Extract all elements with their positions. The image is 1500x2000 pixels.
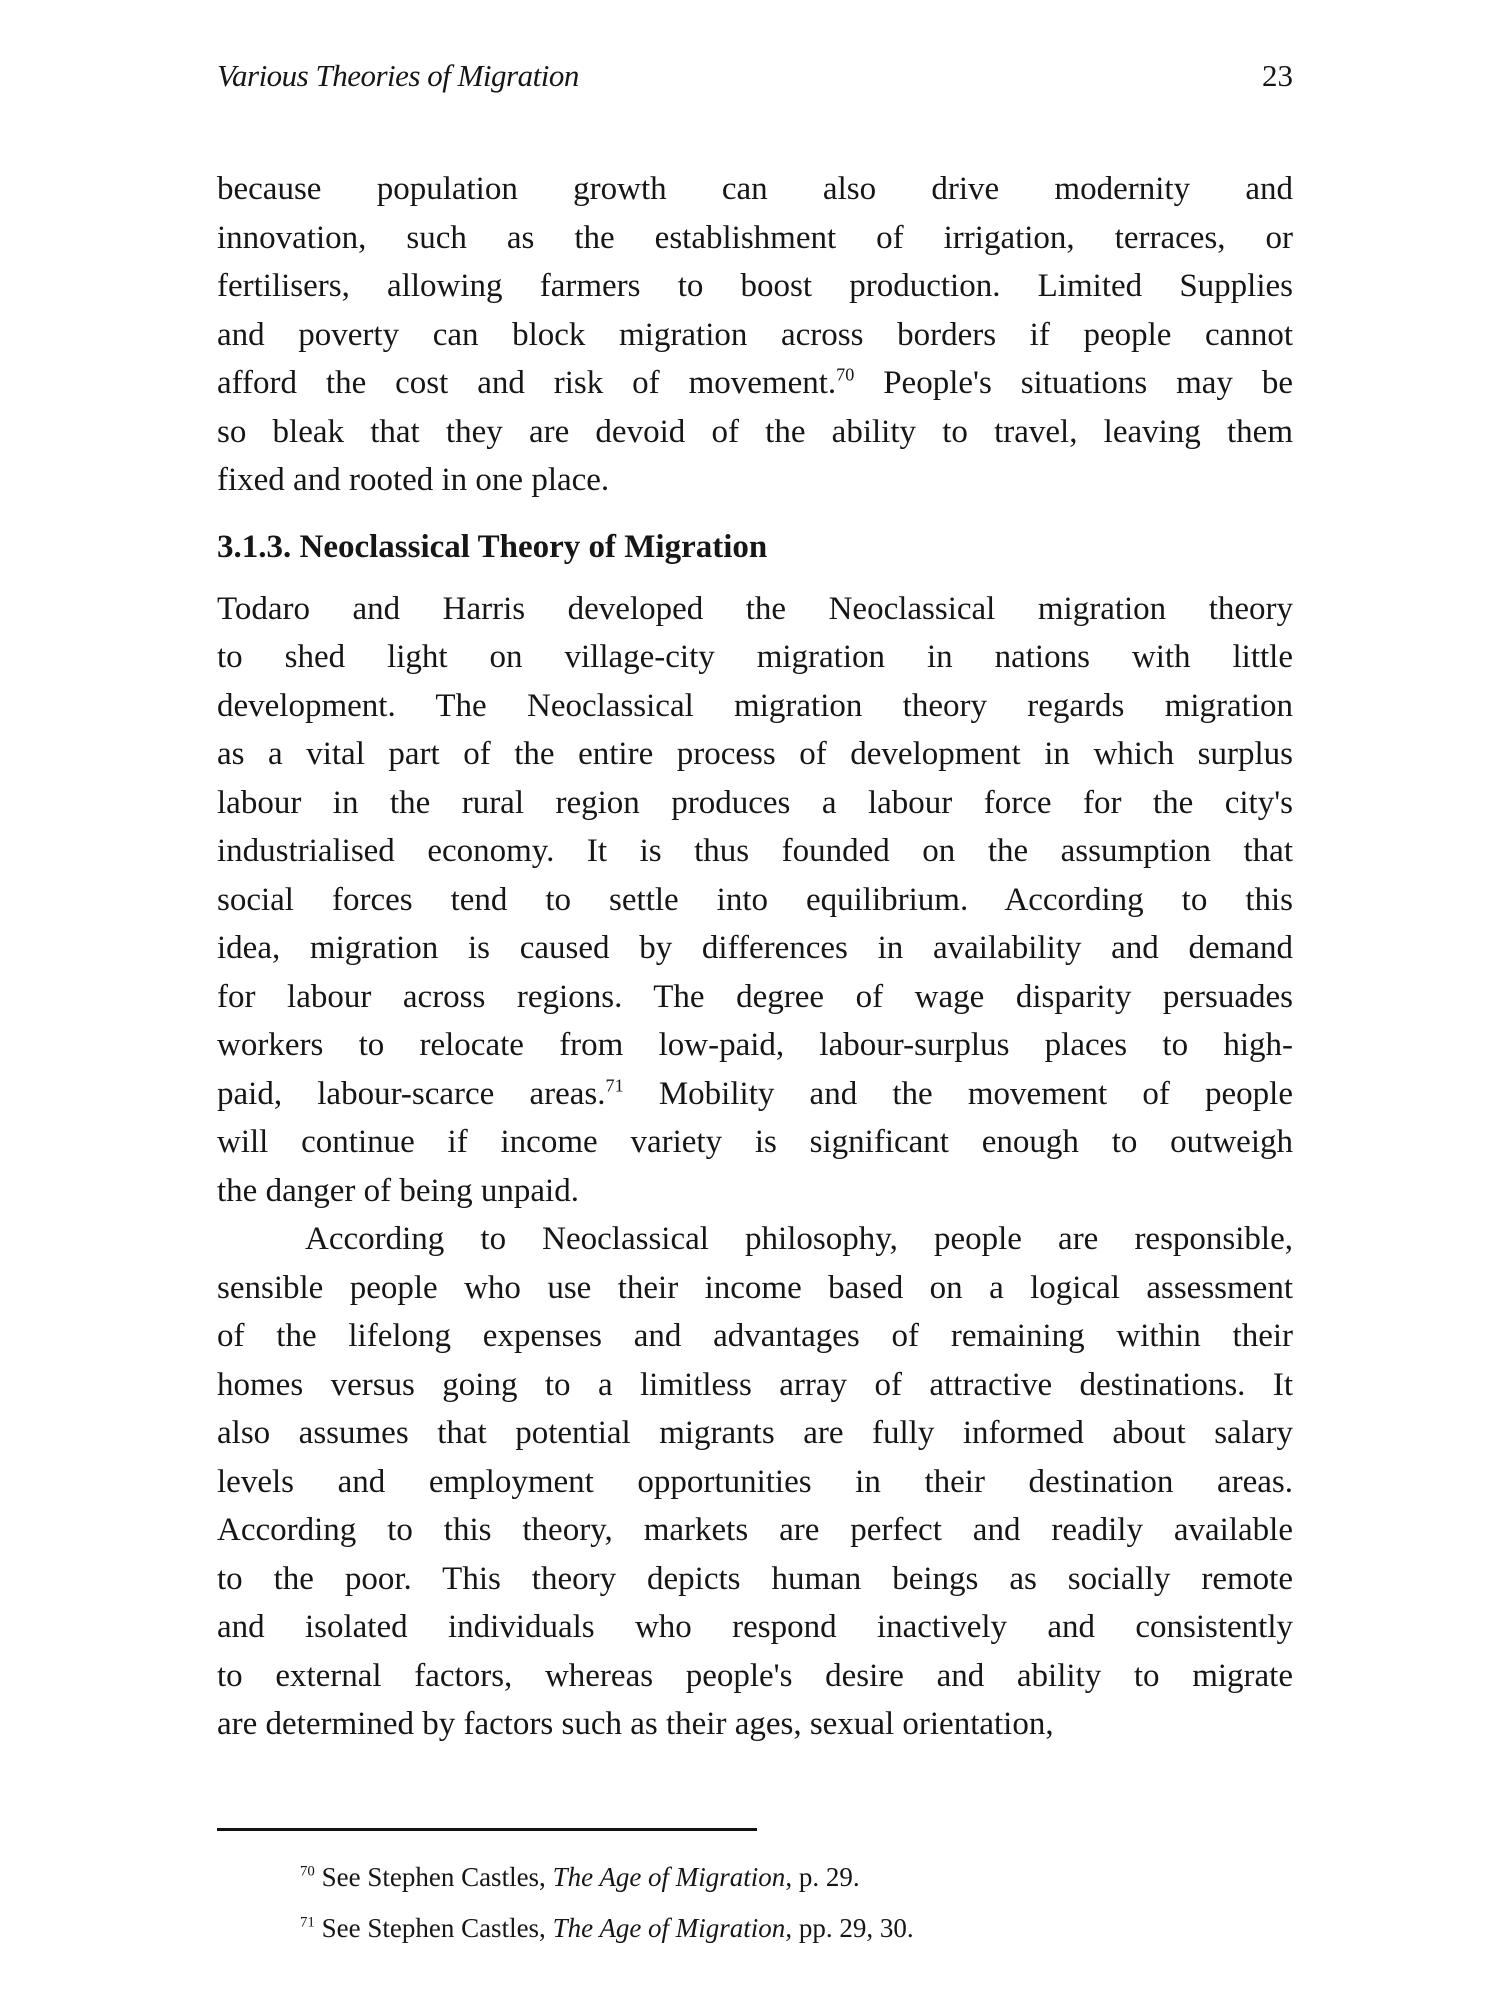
running-title: Various Theories of Migration — [217, 58, 579, 93]
text: Mobility and the movement of people — [623, 1075, 1293, 1112]
footnote-mark: 70 — [300, 1863, 315, 1880]
text-line: are determined by factors such as their ages, sexual orientation, — [217, 1706, 1054, 1742]
section-heading: 3.1.3. Neoclassical Theory of Migration — [217, 528, 768, 565]
text: People's situations may be — [854, 365, 1293, 401]
paragraph-1 — [217, 165, 1293, 505]
text-line — [217, 1070, 1293, 1119]
text: paid, labour-scarce areas. — [217, 1075, 606, 1112]
footnote-book-title: The Age of Migration — [552, 1913, 786, 1943]
text-line: Todaro and Harris developed the Neoclassical migration theory — [217, 590, 1293, 627]
text-line: development. The Neoclassical migration theory regards migration — [217, 687, 1293, 724]
footnote-71 — [300, 1913, 914, 1944]
text-line: because population growth can also drive modernity and — [217, 171, 1293, 207]
page-number: 23 — [1262, 58, 1293, 93]
text-line: social forces tend to settle into equilibrium. According to this — [217, 881, 1293, 918]
text-line: idea, migration is caused by differences in availability and demand — [217, 930, 1293, 966]
paragraph-2 — [217, 585, 1293, 1216]
text-line: so bleak that they are devoid of the ability to travel, leaving them — [217, 413, 1293, 450]
footnote-ref: 70 — [836, 364, 855, 385]
footnote-text: , pp. 29, 30. — [785, 1913, 914, 1943]
footnote-mark: 71 — [300, 1914, 315, 1931]
running-header — [217, 58, 1293, 98]
text-line: sensible people who use their income based on a logical assessment — [217, 1269, 1293, 1306]
text-line: will continue if income variety is significant enough to outweigh — [217, 1124, 1293, 1160]
text-line: According to Neoclassical philosophy, people are responsible, — [305, 1221, 1293, 1257]
text-line: workers to relocate from low-paid, labour-surplus places to high- — [217, 1027, 1293, 1063]
paragraph-3 — [217, 1215, 1293, 1749]
text-line: as a vital part of the entire process of development in which surplus — [217, 736, 1293, 772]
footnote-divider — [217, 1828, 757, 1831]
footnote-text: , p. 29. — [785, 1862, 860, 1892]
text-line: According to this theory, markets are perfect and readily available — [217, 1512, 1293, 1548]
text-line: and poverty can block migration across borders if people cannot — [217, 316, 1293, 353]
text-line: industrialised economy. It is thus founded on the assumption that — [217, 833, 1293, 869]
page-body — [217, 165, 1293, 1749]
text-line: of the lifelong expenses and advantages of remaining within their — [217, 1318, 1293, 1354]
footnote-text: See Stephen Castles, — [314, 1913, 553, 1943]
text-line: for labour across regions. The degree of wage disparity persuades — [217, 978, 1293, 1015]
text: afford the cost and risk of movement. — [217, 365, 837, 401]
text-line: also assumes that potential migrants are fully informed about salary — [217, 1415, 1293, 1451]
text-line: to shed light on village-city migration in nations with little — [217, 639, 1293, 675]
footnote-70 — [300, 1862, 860, 1893]
footnote-ref: 71 — [605, 1074, 624, 1095]
text-line: levels and employment opportunities in their destination areas. — [217, 1463, 1293, 1500]
text-line — [217, 359, 1293, 408]
text-line: innovation, such as the establishment of irrigation, terraces, or — [217, 219, 1293, 256]
text-line: and isolated individuals who respond inactively and consistently — [217, 1609, 1293, 1645]
text-line: labour in the rural region produces a labour force for the city's — [217, 784, 1293, 821]
text-line: to the poor. This theory depicts human beings as socially remote — [217, 1560, 1293, 1597]
footnote-text: See Stephen Castles, — [314, 1862, 553, 1892]
text-line: the danger of being unpaid. — [217, 1172, 579, 1209]
text-line: fertilisers, allowing farmers to boost production. Limited Supplies — [217, 268, 1293, 304]
text-line: fixed and rooted in one place. — [217, 462, 610, 498]
text-line: to external factors, whereas people's desire and ability to migrate — [217, 1657, 1293, 1694]
footnote-book-title: The Age of Migration — [552, 1862, 786, 1892]
text-line: homes versus going to a limitless array of attractive destinations. It — [217, 1366, 1293, 1403]
